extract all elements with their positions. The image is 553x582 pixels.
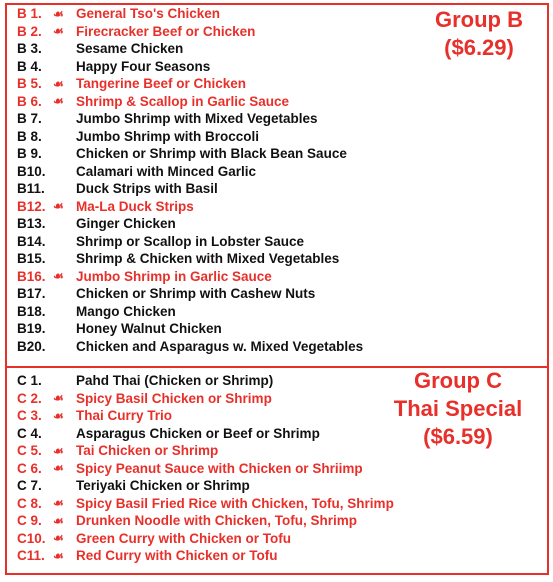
menu-item-code: C10. [17,530,46,546]
menu-item [17,75,363,93]
chili-pepper-icon: ☙ [53,199,64,214]
group-c-item-list [17,372,394,565]
menu-item-name: Tangerine Beef or Chicken [76,76,247,92]
menu-item-name: Shrimp & Scallop in Garlic Sauce [76,93,290,109]
menu-item-code: B17. [17,286,46,302]
menu-item [17,40,363,58]
menu-item-name: Ma-La Duck Strips [76,198,194,214]
menu-item-code: B18. [17,303,46,319]
menu-item-name: Shrimp or Scallop in Lobster Sauce [76,233,305,249]
menu-item-code: C 8. [17,495,42,511]
menu-item-name: Red Curry with Chicken or Tofu [76,548,278,564]
menu-item-code: B14. [17,233,46,249]
menu-item-code: B 7. [17,111,42,127]
chili-pepper-icon: ☙ [53,76,64,91]
menu-item [17,5,363,23]
menu-item-name: Sesame Chicken [76,41,184,57]
menu-item-code: B 9. [17,146,42,162]
menu-item-name: Duck Strips with Basil [76,181,218,197]
menu-item-name: Jumbo Shrimp with Mixed Vegetables [76,111,318,127]
menu-item [17,425,394,443]
chili-pepper-icon: ☙ [53,94,64,109]
menu-item-name: Jumbo Shrimp in Garlic Sauce [76,268,272,284]
menu-item-code: B19. [17,321,46,337]
menu-item [17,477,394,495]
menu-item-code: B10. [17,163,46,179]
chili-pepper-icon: ☙ [53,269,64,284]
menu-item-name: Drunken Noodle with Chicken, Tofu, Shrimp [76,513,358,529]
chili-pepper-icon: ☙ [53,443,64,458]
menu-item-code: B 8. [17,128,42,144]
menu-item-name: Happy Four Seasons [76,58,211,74]
menu-item [17,530,394,548]
group-c-subtitle: Thai Special [393,396,523,421]
menu-item-name: Chicken and Asparagus w. Mixed Vegetables [76,338,364,354]
menu-item-code: C 4. [17,425,42,441]
menu-item-code: B11. [17,181,45,197]
menu-item-code: B 1. [17,6,42,22]
menu-item [17,215,363,233]
group-b-price: ($6.29) [444,35,514,60]
chili-pepper-icon: ☙ [53,531,64,546]
menu-item-name: Ginger Chicken [76,216,176,232]
chili-pepper-icon: ☙ [53,408,64,423]
menu-item-name: Pahd Thai (Chicken or Shrimp) [76,373,274,389]
menu-item [17,495,394,513]
menu-item [17,512,394,530]
menu-item [17,268,363,286]
menu-item-name: Spicy Basil Fried Rice with Chicken, Tofu, Shrimp [76,495,394,511]
menu-item-name: Asparagus Chicken or Beef or Shrimp [76,425,320,441]
menu-item-name: Spicy Basil Chicken or Shrimp [76,390,272,406]
menu-item-code: B13. [17,216,46,232]
menu-item-name: Spicy Peanut Sauce with Chicken or Shriimp [76,460,363,476]
group-c-title: Group C [414,368,502,393]
menu-item-name: Chicken or Shrimp with Cashew Nuts [76,286,316,302]
menu-item [17,58,363,76]
menu-item-code: C 1. [17,373,42,389]
menu-item [17,198,363,216]
chili-pepper-icon: ☙ [53,513,64,528]
chili-pepper-icon: ☙ [53,24,64,39]
menu-item-code: C 7. [17,478,42,494]
menu-item-name: Jumbo Shrimp with Broccoli [76,128,260,144]
menu-item [17,250,363,268]
menu-item-name: Firecracker Beef or Chicken [76,23,256,39]
menu-item-code: B15. [17,251,46,267]
menu-item-code: C 3. [17,408,42,424]
menu-item [17,338,363,356]
menu-item-code: B16. [17,268,46,284]
menu-item-code: B 4. [17,58,42,74]
menu-item-code: B 2. [17,23,42,39]
menu-item-name: Thai Curry Trio [76,408,173,424]
menu-item-code: C 5. [17,443,42,459]
menu-item [17,460,394,478]
menu-item-code: C11. [17,548,45,564]
menu-item [17,93,363,111]
menu-item-code: B 5. [17,76,42,92]
menu-item-name: Teriyaki Chicken or Shrimp [76,478,250,494]
menu-item [17,547,394,565]
group-b-item-list [17,5,363,355]
menu-item-name: Calamari with Minced Garlic [76,163,257,179]
menu-item-name: General Tso's Chicken [76,6,221,22]
chili-pepper-icon: ☙ [53,391,64,406]
chili-pepper-icon: ☙ [53,496,64,511]
menu-item-name: Tai Chicken or Shrimp [76,443,219,459]
group-c-price: ($6.59) [423,424,493,449]
menu-item-code: B20. [17,338,46,354]
menu-item-code: C 2. [17,390,42,406]
chili-pepper-icon: ☙ [53,461,64,476]
group-b-heading [404,6,553,62]
menu-item [17,110,363,128]
menu-item [17,303,363,321]
menu-item [17,372,394,390]
menu-item-name: Mango Chicken [76,303,176,319]
menu-item-code: B 6. [17,93,42,109]
chili-pepper-icon: ☙ [53,6,64,21]
menu-item [17,285,363,303]
menu-item [17,233,363,251]
menu-item-code: B 3. [17,41,42,57]
menu-item [17,180,363,198]
menu-item-code: C 9. [17,513,42,529]
menu-item [17,128,363,146]
menu-item-name: Honey Walnut Chicken [76,321,222,337]
menu-item [17,163,363,181]
menu-item [17,23,363,41]
menu-item-name: Chicken or Shrimp with Black Bean Sauce [76,146,347,162]
group-b-title: Group B [435,7,523,32]
chili-pepper-icon: ☙ [53,548,64,563]
menu-item [17,145,363,163]
menu-item [17,320,363,338]
menu-item [17,407,394,425]
menu-item [17,390,394,408]
menu-item-code: C 6. [17,460,42,476]
menu-item-name: Green Curry with Chicken or Tofu [76,530,292,546]
menu-item [17,442,394,460]
menu-item-name: Shrimp & Chicken with Mixed Vegetables [76,251,340,267]
menu-item-code: B12. [17,198,46,214]
